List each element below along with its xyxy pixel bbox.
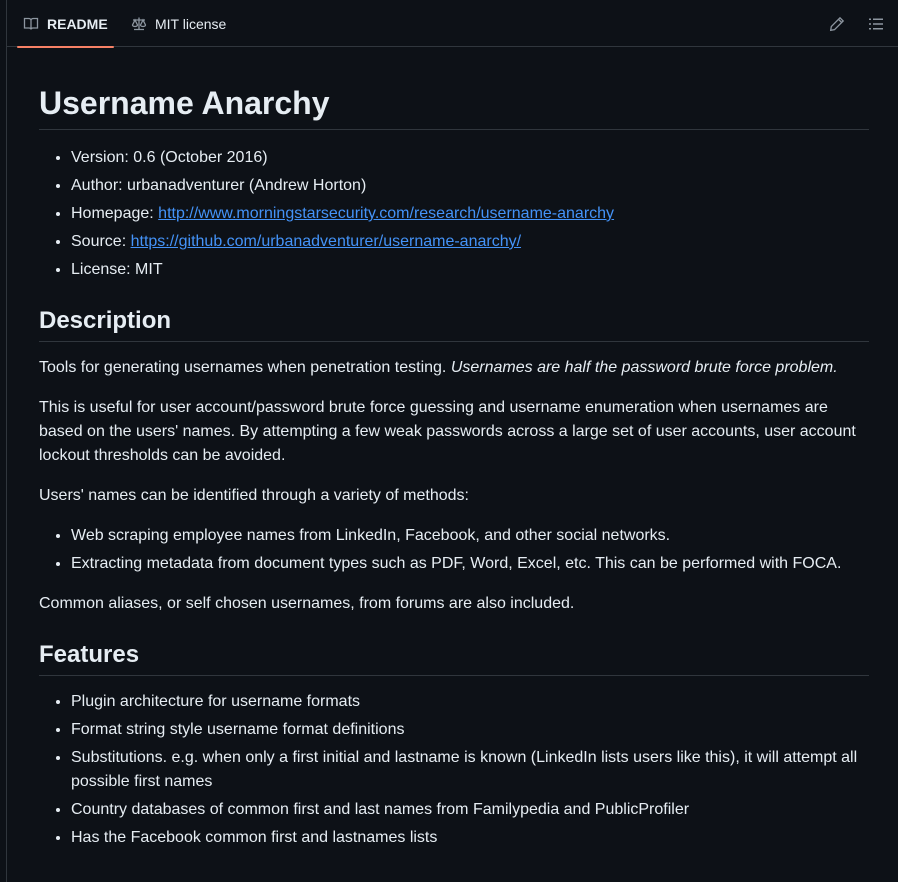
homepage-link[interactable]: http://www.morningstarsecurity.com/research/username-anarchy [158, 205, 615, 222]
tab-readme[interactable] [17, 0, 114, 47]
page-title: Username Anarchy [39, 83, 869, 130]
list-item-source: • Source: https://github.com/urbanadventurer/username-anarchy/ [71, 230, 869, 254]
book-icon [23, 16, 39, 32]
list-item-version: • Version: 0.6 (October 2016) [71, 146, 869, 170]
description-paragraph-2: This is useful for user account/password brute force guessing and username enumeration when usernames are based on the users' names. By attempting a few weak passwords across a large set of user accounts, user account lockout thresholds can be avoided. [39, 399, 856, 464]
tab-license-label: MIT license [155, 15, 227, 32]
list-item: • Country databases of common first and last names from Familypedia and PublicProfiler [71, 798, 869, 822]
list-item: • Substitutions. e.g. when only a first initial and lastname is known (LinkedIn lists users like this), it will attempt all possible first names [71, 746, 869, 794]
tab-bar [7, 0, 898, 47]
list-item-author: • Author: urbanadventurer (Andrew Horton) [71, 174, 869, 198]
list-item: • Format string style username format definitions [71, 718, 869, 742]
tab-readme-label: README [47, 15, 108, 32]
source-link[interactable]: https://github.com/urbanadventurer/username-anarchy/ [130, 233, 522, 250]
version-value: 0.6 (October 2016) [133, 149, 268, 166]
features-list [39, 690, 869, 850]
list-item: • Web scraping employee names from LinkedIn, Facebook, and other social networks. [71, 524, 869, 548]
list-icon [868, 16, 884, 32]
pencil-icon [829, 16, 845, 32]
description-heading: Description [39, 306, 869, 342]
readme-panel [6, 0, 898, 882]
list-item: • Plugin architecture for username formats [71, 690, 869, 714]
description-paragraph-4: Common aliases, or self chosen usernames, from forums are also included. [39, 595, 575, 612]
scale-icon [131, 16, 147, 32]
outline-button[interactable] [864, 12, 888, 36]
list-item-license: • License: MIT [71, 258, 869, 282]
metadata-list [39, 146, 869, 282]
description-paragraph-1: Tools for generating usernames when penetration testing. Usernames are half the password brute force problem. [39, 359, 838, 376]
markdown-body [39, 47, 869, 866]
tab-license[interactable] [125, 0, 232, 47]
list-item-homepage: • Homepage: http://www.morningstarsecurity.com/research/username-anarchy [71, 202, 869, 226]
list-item: • Extracting metadata from document types such as PDF, Word, Excel, etc. This can be performed with FOCA. [71, 552, 869, 576]
description-tagline: Usernames are half the password brute force problem. [450, 359, 838, 376]
features-heading: Features [39, 640, 869, 676]
edit-button[interactable] [825, 12, 849, 36]
license-value: MIT [135, 261, 163, 278]
description-paragraph-3: Users' names can be identified through a variety of methods: [39, 487, 469, 504]
list-item: • Has the Facebook common first and lastnames lists [71, 826, 869, 850]
author-value: urbanadventurer (Andrew Horton) [127, 177, 367, 194]
methods-list [39, 524, 869, 576]
